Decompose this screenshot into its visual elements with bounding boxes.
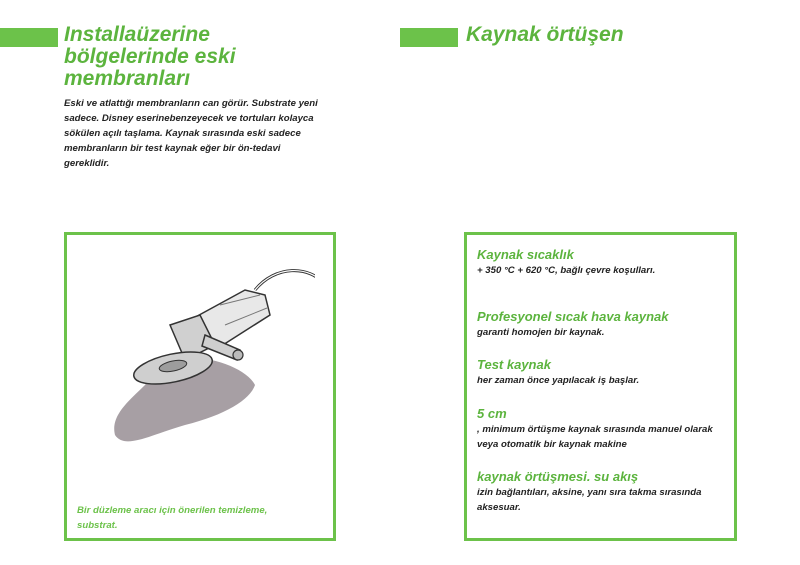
specs-box — [464, 232, 737, 541]
spec-title: Profesyonel sıcak hava kaynak — [477, 309, 669, 324]
spec-item-hot-air — [477, 309, 732, 340]
illustration-caption: Bir düzleme aracı için önerilen temizleme, substrat. — [77, 505, 268, 531]
spec-title: 5 cm — [477, 406, 507, 421]
spec-item-test-weld — [477, 357, 732, 388]
heading-accent-bar-right — [400, 28, 458, 47]
spec-item-temperature — [477, 247, 732, 278]
spec-text: izin bağlantıları, aksine, yanı sıra takma sırasında aksesuar. — [477, 487, 702, 513]
heading-accent-bar-left — [0, 28, 58, 47]
spec-title: Test kaynak — [477, 357, 551, 372]
spec-title: Kaynak sıcaklık — [477, 247, 574, 262]
spec-text: her zaman önce yapılacak iş başlar. — [477, 375, 640, 386]
spec-item-water-flow — [477, 469, 732, 515]
spec-text: , minimum örtüşme kaynak sırasında manuel olarak veya otomatik bir kaynak makine — [477, 424, 713, 450]
spec-text: garanti homojen bir kaynak. — [477, 327, 605, 338]
right-heading: Kaynak örtüşen — [466, 23, 624, 46]
spec-text: + 350 °C + 620 °C, bağlı çevre koşulları. — [477, 265, 656, 276]
angle-grinder-illustration — [75, 250, 315, 450]
spec-item-overlap — [477, 406, 732, 452]
spec-title: kaynak örtüşmesi. su akış — [477, 469, 639, 484]
left-heading: Installaüzerine bölgelerinde eski membranları — [64, 23, 236, 90]
left-intro-text: Eski ve atlattığı membranların can görür. Substrate yeni sadece. Disney eserinebenzeyecek ve tortuları kolayca sökülen açılı taşlama. Kaynak sırasında eski sadece membranların bir test kaynak eğer bir ön-tedavi gereklidir. — [64, 98, 318, 169]
